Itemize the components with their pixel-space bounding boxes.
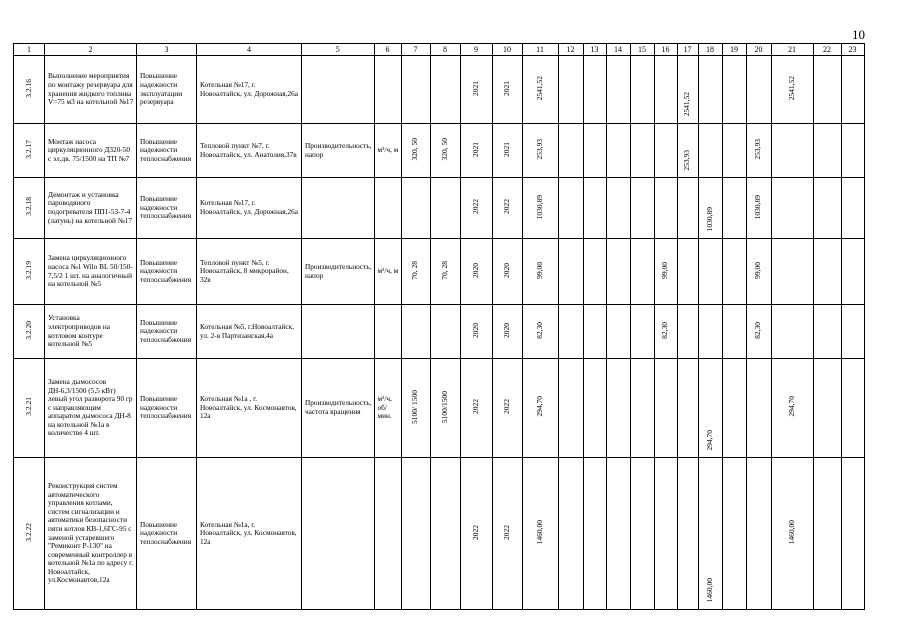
row-number-cell-text: 3.2.21 (23, 397, 33, 417)
parameter-cell: Производительность, напор (302, 124, 375, 178)
empty-cell (630, 56, 654, 124)
funding-col20-cell (746, 239, 771, 305)
measure-name-cell: Монтаж насоса циркуляционного Д320-50 с эл.дв. 75/1500 на ТП №7 (45, 124, 137, 178)
purpose-cell: Повышение надежности теплоснабжения (137, 178, 197, 239)
total-cost-cell (522, 56, 558, 124)
value-after-cell-text: 320, 50 (439, 137, 449, 161)
table-row (14, 178, 865, 239)
end-year-cell (492, 305, 522, 359)
empty-cell (841, 458, 864, 610)
empty-cell (606, 239, 630, 305)
empty-cell (841, 239, 864, 305)
start-year-cell-text: 2020 (470, 262, 480, 278)
empty-cell (813, 458, 841, 610)
total-cost-cell-text: 1030,89 (534, 194, 544, 219)
table-row (14, 56, 865, 124)
cost-2021-cell (677, 359, 698, 458)
funding-col21-cell (771, 124, 813, 178)
cost-2022-cell (698, 239, 722, 305)
table-row (14, 305, 865, 359)
end-year-cell (492, 178, 522, 239)
value-after-cell (430, 124, 460, 178)
total-cost-cell (522, 305, 558, 359)
empty-cell (630, 178, 654, 239)
location-cell: Тепловой пункт №5, г. Новоалтайск, 8 микрорайон, 32в (197, 239, 302, 305)
measure-name-cell: Замена дымососов ДН-6,3/1500 (5,5 кВт) левый угол разворота 90 гр с направляющим аппаратом дымососа ДН-8 на котельной №1а в количестве 4 шт. (45, 359, 137, 458)
column-header: 6 (374, 44, 401, 56)
column-header: 3 (137, 44, 197, 56)
cost-2020-cell (654, 178, 677, 239)
parameter-cell (302, 178, 375, 239)
row-number-cell-text: 3.2.22 (23, 522, 33, 542)
funding-col21-cell (771, 305, 813, 359)
cost-2021-cell (677, 239, 698, 305)
unit-cell (374, 458, 401, 610)
value-after-cell (430, 305, 460, 359)
funding-col21-cell (771, 178, 813, 239)
funding-col20-cell (746, 305, 771, 359)
empty-cell (583, 178, 606, 239)
funding-col20-cell (746, 359, 771, 458)
unit-cell (374, 56, 401, 124)
empty-cell (813, 56, 841, 124)
value-before-cell (401, 56, 430, 124)
value-before-cell-text: 70, 28 (410, 260, 420, 280)
unit-cell (374, 305, 401, 359)
measure-name-cell: Демонтаж и установка пароводяного подогревателя ПП1-53-7-4 (латунь) на котельной №17 (45, 178, 137, 239)
empty-cell (583, 305, 606, 359)
cost-2022-cell-text: 294,70 (704, 429, 714, 451)
end-year-cell (492, 124, 522, 178)
location-cell: Котельная №17, г. Новоалтайск, ул. Дорожная,26а (197, 56, 302, 124)
column-header: 5 (302, 44, 375, 56)
end-year-cell-text: 2021 (501, 80, 511, 96)
measure-name-cell: Реконструкция систем автоматического управления котлами, систем сигнализации и автоматики безопасности пяти котлов КВ-1,6ГС-95 с заменой устаревшего "Ремиконт Р-130" на современный контроллер в котельной №1а по адресу г. Новоалтайск, ул.Космонавтов,12а (45, 458, 137, 610)
purpose-cell: Повышение надежности теплоснабжения (137, 458, 197, 610)
cost-2022-cell (698, 124, 722, 178)
empty-cell (558, 124, 583, 178)
empty-cell (630, 124, 654, 178)
table-row (14, 124, 865, 178)
parameter-cell: Производительность, напор (302, 239, 375, 305)
column-header: 15 (630, 44, 654, 56)
row-number-cell (14, 239, 45, 305)
purpose-cell: Повышение надежности эксплуатации резервуара (137, 56, 197, 124)
empty-cell (841, 56, 864, 124)
end-year-cell-text: 2020 (501, 322, 511, 338)
column-header: 12 (558, 44, 583, 56)
location-cell: Котельная №1а, г. Новоалтайск, ул. Космонавтов, 12а (197, 458, 302, 610)
row-number-cell-text: 3.2.19 (23, 260, 33, 280)
start-year-cell (460, 124, 492, 178)
total-cost-cell-text: 1460,00 (534, 520, 544, 545)
total-cost-cell-text: 82,30 (534, 321, 544, 339)
value-after-cell (430, 458, 460, 610)
purpose-cell: Повышение надежности теплоснабжения (137, 359, 197, 458)
row-number-cell (14, 359, 45, 458)
value-before-cell (401, 239, 430, 305)
empty-cell (558, 56, 583, 124)
empty-cell (606, 124, 630, 178)
empty-cell (813, 305, 841, 359)
value-after-cell (430, 56, 460, 124)
empty-cell (583, 458, 606, 610)
measure-name-cell: Выполнение мероприятия по монтажу резервуара для хранения жидкого топлива V=75 м3 на котельной №17 (45, 56, 137, 124)
empty-cell (583, 56, 606, 124)
start-year-cell-text: 2021 (470, 80, 480, 96)
empty-cell (813, 359, 841, 458)
total-cost-cell-text: 253,93 (534, 138, 544, 160)
funding-col21-cell (771, 359, 813, 458)
total-cost-cell (522, 359, 558, 458)
row-number-cell (14, 458, 45, 610)
funding-col20-cell-text: 253,93 (753, 138, 763, 160)
funding-col20-cell (746, 56, 771, 124)
row-number-cell-text: 3.2.16 (23, 78, 33, 98)
funding-col21-cell (771, 56, 813, 124)
end-year-cell (492, 56, 522, 124)
purpose-cell: Повышение надежности теплоснабжения (137, 305, 197, 359)
unit-cell: м³/ч, об/мин. (374, 359, 401, 458)
end-year-cell-text: 2020 (501, 262, 511, 278)
parameter-cell (302, 458, 375, 610)
value-before-cell-text: 320, 50 (410, 137, 420, 161)
empty-cell (722, 458, 746, 610)
cost-2021-cell (677, 178, 698, 239)
row-number-cell (14, 124, 45, 178)
row-number-cell-text: 3.2.18 (23, 197, 33, 217)
empty-cell (722, 124, 746, 178)
unit-cell (374, 178, 401, 239)
value-before-cell (401, 458, 430, 610)
column-header: 13 (583, 44, 606, 56)
value-after-cell-text: 5100/1500 (439, 390, 449, 423)
start-year-cell (460, 239, 492, 305)
unit-cell: м³/ч, м (374, 124, 401, 178)
cost-2021-cell (677, 305, 698, 359)
empty-cell (722, 239, 746, 305)
cost-2020-cell-text: 99,00 (660, 261, 670, 279)
value-before-cell-text: 5100/ 1500 (410, 389, 420, 424)
row-number-cell (14, 305, 45, 359)
empty-cell (813, 239, 841, 305)
empty-cell (606, 305, 630, 359)
empty-cell (583, 359, 606, 458)
empty-cell (583, 239, 606, 305)
column-header: 7 (401, 44, 430, 56)
total-cost-cell (522, 239, 558, 305)
cost-2020-cell (654, 305, 677, 359)
column-header: 11 (522, 44, 558, 56)
empty-cell (630, 305, 654, 359)
cost-2020-cell (654, 239, 677, 305)
empty-cell (841, 124, 864, 178)
cost-2020-cell (654, 458, 677, 610)
row-number-cell-text: 3.2.17 (23, 139, 33, 159)
empty-cell (722, 359, 746, 458)
total-cost-cell-text: 294,70 (534, 396, 544, 418)
funding-col21-cell-text: 1460,00 (786, 520, 796, 545)
value-before-cell (401, 124, 430, 178)
column-header: 1 (14, 44, 45, 56)
column-header: 2 (45, 44, 137, 56)
cost-2021-cell (677, 56, 698, 124)
end-year-cell (492, 458, 522, 610)
funding-col20-cell-text: 99,00 (753, 261, 763, 279)
measure-name-cell: Замена циркуляционного насоса №1 Wilo BL 50/150-7,5/2 1 шт. на аналогичный на котельной №5 (45, 239, 137, 305)
funding-col21-cell-text: 294,70 (786, 396, 796, 418)
funding-col21-cell-text: 2541,52 (786, 76, 796, 101)
location-cell: Тепловой пункт №7, г. Новоалтайск, ул. Анатолия,37в (197, 124, 302, 178)
empty-cell (558, 458, 583, 610)
table-row (14, 458, 865, 610)
table-row (14, 359, 865, 458)
row-number-cell (14, 178, 45, 239)
start-year-cell (460, 178, 492, 239)
start-year-cell (460, 458, 492, 610)
unit-cell: м³/ч, м (374, 239, 401, 305)
column-header: 9 (460, 44, 492, 56)
start-year-cell-text: 2020 (470, 322, 480, 338)
column-header: 8 (430, 44, 460, 56)
value-before-cell (401, 178, 430, 239)
empty-cell (841, 305, 864, 359)
column-header: 17 (677, 44, 698, 56)
header-row (14, 44, 865, 56)
table-row (14, 239, 865, 305)
total-cost-cell (522, 124, 558, 178)
column-header: 22 (813, 44, 841, 56)
cost-2022-cell (698, 56, 722, 124)
funding-col20-cell-text: 1030,89 (753, 194, 763, 219)
cost-2021-cell (677, 458, 698, 610)
value-after-cell (430, 359, 460, 458)
total-cost-cell (522, 178, 558, 239)
empty-cell (841, 359, 864, 458)
column-header: 10 (492, 44, 522, 56)
cost-2021-cell-text: 253,93 (682, 149, 692, 171)
empty-cell (606, 458, 630, 610)
start-year-cell (460, 305, 492, 359)
empty-cell (630, 458, 654, 610)
start-year-cell (460, 56, 492, 124)
column-header: 16 (654, 44, 677, 56)
funding-col20-cell-text: 82,30 (753, 321, 763, 339)
location-cell: Котельная №1а , г. Новоалтайск, ул. Космонавтов, 12а (197, 359, 302, 458)
cost-2021-cell (677, 124, 698, 178)
funding-col21-cell (771, 458, 813, 610)
empty-cell (630, 359, 654, 458)
cost-2020-cell (654, 56, 677, 124)
end-year-cell-text: 2021 (501, 141, 511, 157)
column-header: 4 (197, 44, 302, 56)
cost-2022-cell-text: 1030,89 (704, 207, 714, 232)
location-cell: Котельная №5, г.Новоалтайск, ул. 2-я Партизанская,4а (197, 305, 302, 359)
value-after-cell (430, 239, 460, 305)
purpose-cell: Повышение надежности теплоснабжения (137, 239, 197, 305)
value-before-cell (401, 305, 430, 359)
empty-cell (722, 178, 746, 239)
empty-cell (606, 178, 630, 239)
page-number: 10 (852, 27, 865, 42)
empty-cell (813, 124, 841, 178)
column-header: 23 (841, 44, 864, 56)
cost-2020-cell (654, 359, 677, 458)
cost-2022-cell-text: 1460,00 (704, 578, 714, 603)
cost-2021-cell-text: 2541,52 (682, 92, 692, 117)
total-cost-cell (522, 458, 558, 610)
funding-col20-cell (746, 458, 771, 610)
empty-cell (606, 359, 630, 458)
empty-cell (558, 305, 583, 359)
value-before-cell (401, 359, 430, 458)
column-header: 20 (746, 44, 771, 56)
empty-cell (558, 239, 583, 305)
cost-2022-cell (698, 305, 722, 359)
row-number-cell-text: 3.2.20 (23, 320, 33, 340)
cost-2020-cell-text: 82,30 (660, 321, 670, 339)
empty-cell (722, 305, 746, 359)
cost-2020-cell (654, 124, 677, 178)
total-cost-cell-text: 99,00 (534, 261, 544, 279)
row-number-cell (14, 56, 45, 124)
parameter-cell (302, 305, 375, 359)
start-year-cell-text: 2022 (470, 524, 480, 540)
cost-2022-cell (698, 458, 722, 610)
funding-col20-cell (746, 178, 771, 239)
empty-cell (722, 56, 746, 124)
end-year-cell (492, 239, 522, 305)
start-year-cell-text: 2021 (470, 141, 480, 157)
start-year-cell-text: 2022 (470, 399, 480, 415)
end-year-cell-text: 2022 (501, 524, 511, 540)
measure-name-cell: Установка электроприводов на котловом контуре котельной №5 (45, 305, 137, 359)
cost-2022-cell (698, 359, 722, 458)
empty-cell (630, 239, 654, 305)
funding-col20-cell (746, 124, 771, 178)
empty-cell (558, 359, 583, 458)
column-header: 14 (606, 44, 630, 56)
parameter-cell (302, 56, 375, 124)
column-header: 18 (698, 44, 722, 56)
empty-cell (583, 124, 606, 178)
investment-program-table (13, 43, 865, 610)
parameter-cell: Производительность, частота вращения (302, 359, 375, 458)
cost-2022-cell (698, 178, 722, 239)
empty-cell (813, 178, 841, 239)
end-year-cell-text: 2022 (501, 199, 511, 215)
empty-cell (841, 178, 864, 239)
end-year-cell (492, 359, 522, 458)
start-year-cell-text: 2022 (470, 199, 480, 215)
value-after-cell-text: 70, 28 (439, 260, 449, 280)
location-cell: Котельная №17, г. Новоалтайск, ул. Дорожная,26а (197, 178, 302, 239)
funding-col21-cell (771, 239, 813, 305)
total-cost-cell-text: 2541,52 (534, 76, 544, 101)
empty-cell (558, 178, 583, 239)
end-year-cell-text: 2022 (501, 399, 511, 415)
empty-cell (606, 56, 630, 124)
start-year-cell (460, 359, 492, 458)
purpose-cell: Повышение надежности теплоснабжения (137, 124, 197, 178)
column-header: 21 (771, 44, 813, 56)
value-after-cell (430, 178, 460, 239)
column-header: 19 (722, 44, 746, 56)
